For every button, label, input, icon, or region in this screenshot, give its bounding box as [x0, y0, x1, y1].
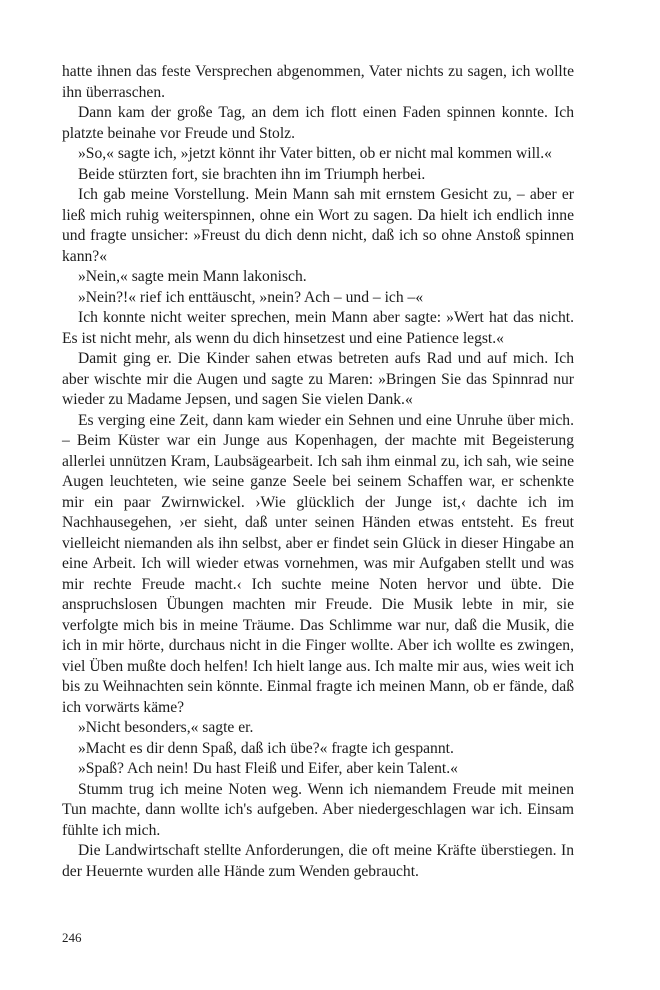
paragraph: »Nein,« sagte mein Mann lakonisch. — [78, 268, 307, 285]
paragraph: Beide stürzten fort, sie brachten ihn im Triumph herbei. — [78, 165, 426, 183]
book-page-text — [62, 62, 574, 882]
paragraph: Stumm trug ich meine Noten weg. Wenn ich niemandem Freude mit meinen Tun machte, dann wollte ich's aufgeben. Aber niedergeschlagen war ich. Einsam fühlte ich mich. — [62, 780, 574, 839]
paragraph: Dann kam der große Tag, an dem ich flott einen Faden spinnen konnte. Ich platzte beinahe vor Freude und Stolz. — [62, 104, 574, 142]
paragraph: Die Landwirtschaft stellte Anforderungen, die oft meine Kräfte überstiegen. In der Heuernte wurden alle Hände zum Wenden gebraucht. — [62, 842, 574, 880]
paragraph: »Nein?!« rief ich enttäuscht, »nein? Ach – und – ich –« — [78, 288, 424, 306]
paragraph: »Spaß? Ach nein! Du hast Fleiß und Eifer, aber kein Talent.« — [78, 760, 458, 777]
paragraph: »So,« sagte ich, »jetzt könnt ihr Vater bitten, ob er nicht mal kommen will.« — [78, 145, 552, 162]
paragraph: Es verging eine Zeit, dann kam wieder ein Sehnen und eine Unruhe über mich. – Beim Küster war ein Junge aus Kopenhagen, der machte mit Begeisterung allerlei unnützen Kram, Laubsägearbeit. Ich sah ihm einmal zu, ich sah, wie seine Augen leuchteten, wie seine ganze Seele bei seinem Schaffen war, er schenkte mir ein paar Zwirnwickel. ›Wie glücklich der Junge ist,‹ dachte ich im Nachhausegehen, ›er sieht, daß unter seinen Händen etwas entsteht. Es freut vielleicht niemanden als ihn selbst, aber er findet sein Glück in dieser Hingabe an eine Arbeit. Ich will wieder etwas vornehmen, was mir Aufgaben stellt und was mir rechte Freude macht.‹ Ich suchte meine Noten hervor und übte. Die anspruchslosen Übungen machten mir Freude. Die Musik lebte in mir, sie verfolgte mich bis in meine Träume. Das Schlimme war nur, daß die Musik, die ich in mir hörte, durchaus nicht in die Finger wollte. Aber ich wollte es zwingen, viel Üben mußte doch helfen! Ich hielt lange aus. Ich malte mir aus, wies weit ich bis zu Weihnachten sein könnte. Einmal fragte ich meinen Mann, ob er fände, daß ich vorwärts käme? — [62, 411, 574, 716]
paragraph: Ich konnte nicht weiter sprechen, mein Mann aber sagte: »Wert hat das nicht. Es ist nicht mehr, als wenn du dich hinsetzest und eine Patience legst.« — [62, 309, 574, 347]
page-number: 246 — [62, 930, 82, 945]
paragraph: Ich gab meine Vorstellung. Mein Mann sah mit ernstem Gesicht zu, – aber er ließ mich ruhig weiterspinnen, ohne ein Wort zu sagen. Da hielt ich endlich inne und fragte unsicher: »Freust du dich denn nicht, daß ich so ohne Anstoß spinnen kann?« — [62, 186, 574, 265]
paragraph: »Macht es dir denn Spaß, daß ich übe?« fragte ich gespannt. — [78, 739, 454, 757]
paragraph: Damit ging er. Die Kinder sahen etwas betreten aufs Rad und auf mich. Ich aber wischte mir die Augen und sagte zu Maren: »Bringen Sie das Spinnrad nur wieder zu Madame Jepsen, und sagen Sie vielen Dank.« — [62, 350, 574, 408]
paragraph: hatte ihnen das feste Versprechen abgenommen, Vater nichts zu sagen, ich wollte ihn überraschen. — [62, 63, 574, 101]
paragraph: »Nicht besonders,« sagte er. — [78, 719, 254, 736]
